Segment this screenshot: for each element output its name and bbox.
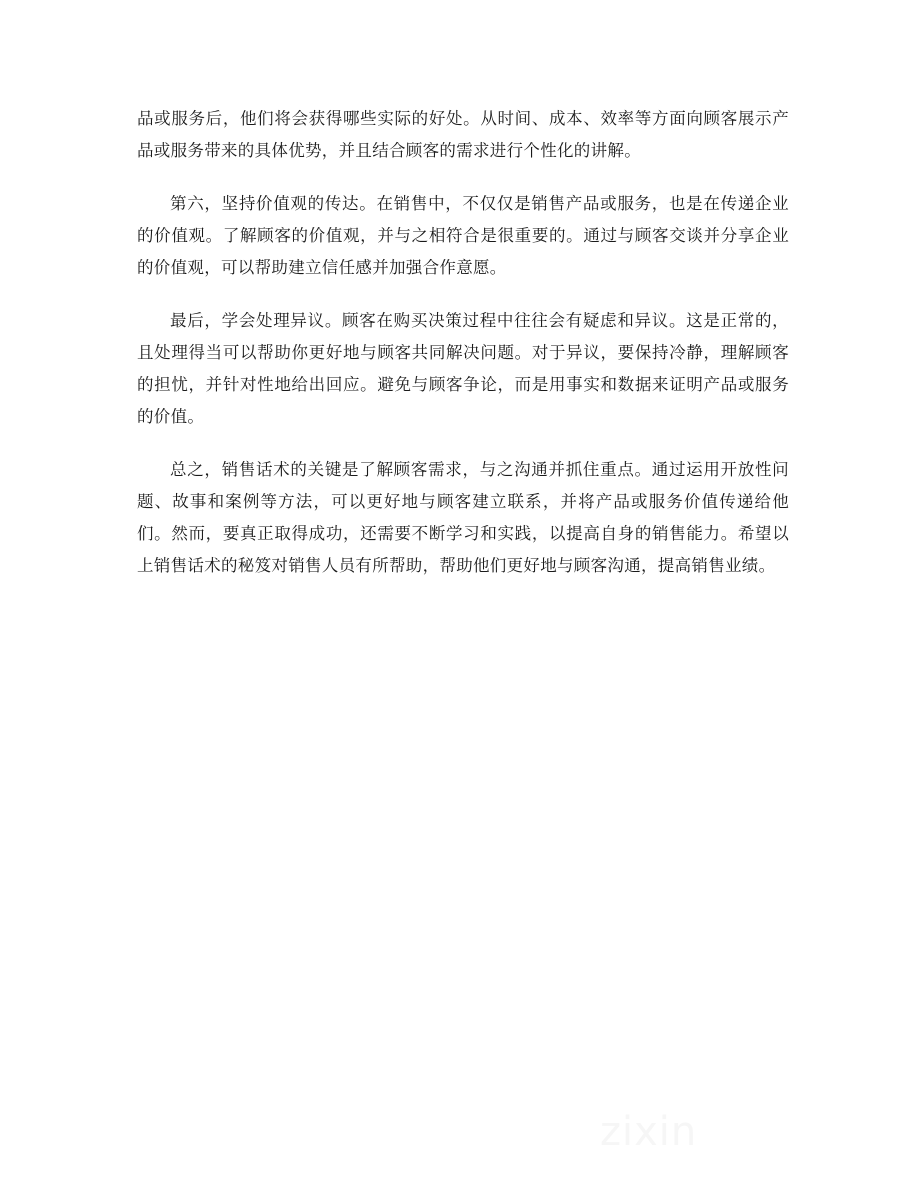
paragraph-benefits-continued: 品或服务后，他们将会获得哪些实际的好处。从时间、成本、效率等方面向顾客展示产品或服务带来的具体优势，并且结合顾客的需求进行个性化的讲解。 [137,109,789,160]
paragraph-conclusion: 总之，销售话术的关键是了解顾客需求，与之沟通并抓住重点。通过运用开放性问题、故事和案例等方法，可以更好地与顾客建立联系，并将产品或服务价值传递给他们。然而，要真正取得成功，还需要不断学习和实践，以提高自身的销售能力。希望以上销售话术的秘笈对销售人员有所帮助，帮助他们更好地与顾客沟通，提高销售业绩。 [137,460,789,575]
watermark: zixin [600,1109,698,1155]
paragraph-values: 第六，坚持价值观的传达。在销售中，不仅仅是销售产品或服务，也是在传递企业的价值观。了解顾客的价值观，并与之相符合是很重要的。通过与顾客交谈并分享企业的价值观，可以帮助建立信任感并加强合作意愿。 [137,194,789,277]
document-body [137,103,789,603]
paragraph-objections: 最后，学会处理异议。顾客在购买决策过程中往往会有疑虑和异议。这是正常的，且处理得当可以帮助你更好地与顾客共同解决问题。对于异议，要保持冷静，理解顾客的担忧，并针对性地给出回应。避免与顾客争论，而是用事实和数据来证明产品或服务的价值。 [137,311,789,426]
